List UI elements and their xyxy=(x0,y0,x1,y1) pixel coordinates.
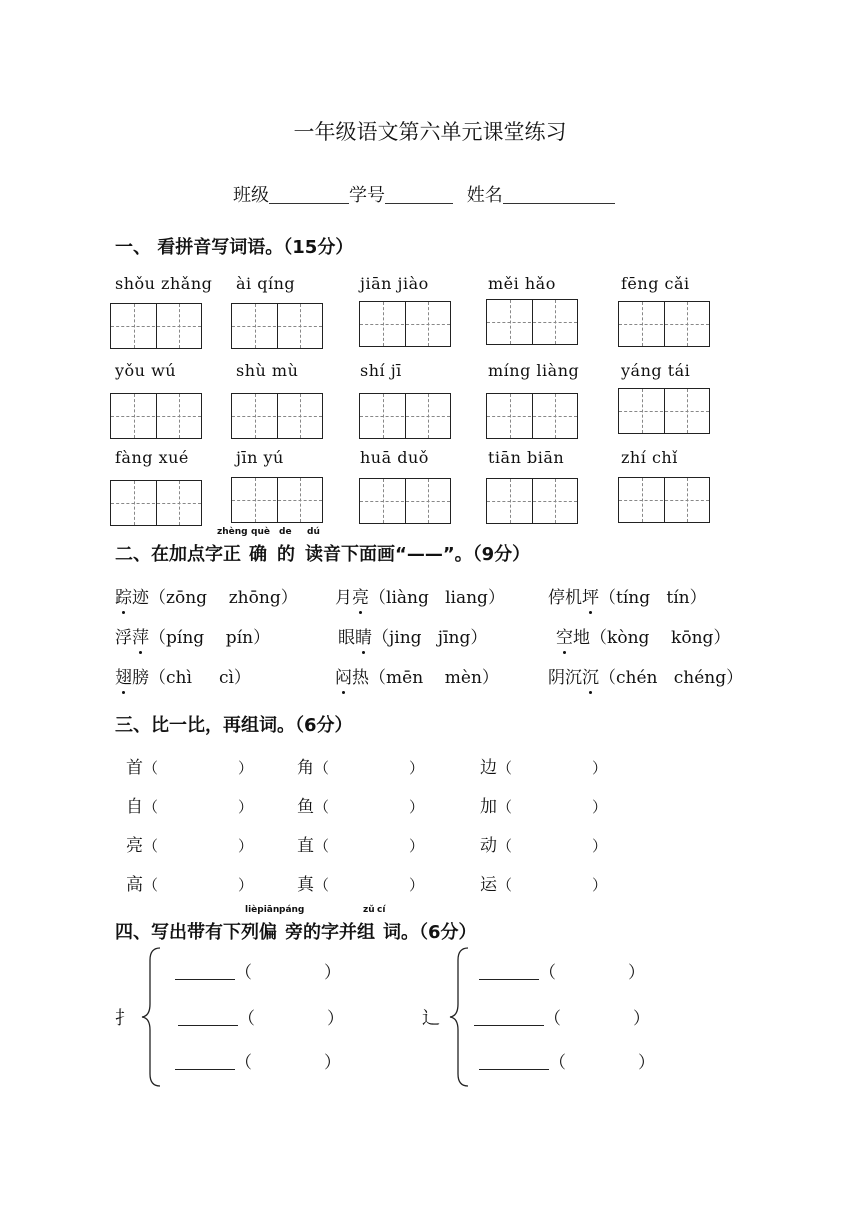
ruby-char: 正 xyxy=(223,544,241,565)
character: 边 xyxy=(480,758,497,778)
blank-row[interactable]: （ ） xyxy=(479,1048,655,1073)
word-item[interactable] xyxy=(297,831,424,856)
character: 角 xyxy=(297,758,314,778)
writing-grid[interactable] xyxy=(110,393,202,439)
paren-close: ） xyxy=(238,837,254,855)
paren-close: ） xyxy=(238,798,254,816)
radical-right: 辶 xyxy=(422,1008,440,1029)
writing-grid[interactable] xyxy=(110,480,202,526)
pinyin-label: míng liàng xyxy=(488,361,580,380)
number-blank[interactable] xyxy=(385,185,453,204)
pronunciation-item[interactable]: 闷热（mēn mèn） xyxy=(335,668,499,688)
class-blank[interactable] xyxy=(269,185,349,204)
character: 鱼 xyxy=(297,797,314,817)
paren-open: （ xyxy=(497,876,513,894)
word-item[interactable] xyxy=(126,753,253,778)
paren-open: （ xyxy=(143,837,159,855)
pronunciation-item[interactable]: 浮萍（píng pín） xyxy=(115,628,271,648)
paren-close: ） xyxy=(592,876,608,894)
section3-heading: 三、比一比，再组词。（6分） xyxy=(115,715,353,736)
ruby-text: què xyxy=(251,527,270,537)
word-item[interactable] xyxy=(480,792,607,817)
pronunciation-item[interactable]: 翅膀（chì cì） xyxy=(115,668,251,688)
writing-grid[interactable] xyxy=(231,477,323,523)
ruby-char: 偏 xyxy=(259,922,277,943)
ruby-text: dú xyxy=(307,527,320,537)
writing-grid[interactable] xyxy=(231,393,323,439)
page-title: 一年级语文第六单元课堂练习 xyxy=(293,120,567,144)
paren-open: （ xyxy=(314,876,330,894)
writing-grid[interactable] xyxy=(486,393,578,439)
ruby-char: 词 xyxy=(383,922,401,943)
blank-row[interactable]: （ ） xyxy=(474,1004,650,1029)
character: 亮 xyxy=(126,836,143,856)
word-item[interactable] xyxy=(297,870,424,895)
writing-grid[interactable] xyxy=(359,478,451,524)
word-item[interactable] xyxy=(297,753,424,778)
right-brace-icon xyxy=(448,946,470,1088)
pinyin-label: jīn yú xyxy=(236,448,284,467)
word-item[interactable] xyxy=(126,831,253,856)
paren-open: （ xyxy=(497,837,513,855)
ruby-pian xyxy=(245,905,280,944)
ruby-syllable: piān xyxy=(257,905,280,915)
word-item[interactable] xyxy=(126,870,253,895)
pinyin-label: fēng cǎi xyxy=(621,274,690,293)
writing-grid[interactable] xyxy=(359,301,451,347)
ruby-char: 读 xyxy=(305,544,323,565)
paren-close: ） xyxy=(592,798,608,816)
ruby-text: zǔ xyxy=(363,905,375,915)
blank-row[interactable]: （ ） xyxy=(175,958,341,983)
pinyin-label: tiān biān xyxy=(488,448,565,467)
paren-open: （ xyxy=(143,798,159,816)
ruby-text: zhèng xyxy=(217,527,248,537)
ruby-char: 旁 xyxy=(285,922,303,943)
pronunciation-item[interactable]: 踪迹（zōng zhōng） xyxy=(115,588,298,608)
section4-heading xyxy=(115,905,477,944)
paren-open: （ xyxy=(314,759,330,777)
ruby-syllable: liè xyxy=(245,905,258,915)
radical-left: 扌 xyxy=(115,1008,133,1029)
word-item[interactable] xyxy=(126,792,253,817)
pronunciation-item[interactable]: 阴沉沉（chén chéng） xyxy=(548,668,744,688)
ruby-pang xyxy=(279,905,305,944)
character: 首 xyxy=(126,758,143,778)
ruby-zheng xyxy=(217,527,248,566)
ruby-que xyxy=(249,527,270,566)
section2-heading-pre: 二、在加点字 xyxy=(115,544,223,565)
section4-heading-pre: 四、写出带有下列 xyxy=(115,922,259,943)
blank-row[interactable]: （ ） xyxy=(178,1004,344,1029)
section2-heading xyxy=(115,527,531,566)
pinyin-label: jiān jiào xyxy=(360,274,429,293)
paren-close: ） xyxy=(409,798,425,816)
writing-grid[interactable] xyxy=(486,299,578,345)
ruby-text: cí xyxy=(377,905,386,915)
pinyin-label: zhí chǐ xyxy=(621,448,678,467)
word-item[interactable] xyxy=(480,831,607,856)
paren-open: （ xyxy=(497,759,513,777)
pinyin-label: ài qíng xyxy=(236,274,296,293)
ruby-char: 的 xyxy=(277,544,295,565)
ruby-ci xyxy=(377,905,401,944)
writing-grid[interactable] xyxy=(231,303,323,349)
ruby-de xyxy=(277,527,295,566)
character: 运 xyxy=(480,875,497,895)
ruby-char: 确 xyxy=(249,544,267,565)
ruby-zu xyxy=(357,905,375,944)
paren-close: ） xyxy=(409,837,425,855)
pronunciation-item[interactable]: 停机坪（tíng tín） xyxy=(548,588,707,608)
left-brace-icon xyxy=(140,946,162,1088)
word-item[interactable] xyxy=(480,870,607,895)
character: 直 xyxy=(297,836,314,856)
ruby-text xyxy=(245,905,279,915)
character: 动 xyxy=(480,836,497,856)
ruby-text: páng xyxy=(279,905,305,915)
name-blank[interactable] xyxy=(503,185,615,204)
paren-close: ） xyxy=(409,759,425,777)
section4-heading-mid: 的字并 xyxy=(303,922,357,943)
pinyin-label: shí jī xyxy=(360,361,402,380)
writing-grid[interactable] xyxy=(359,393,451,439)
student-info-line xyxy=(233,181,615,207)
class-label: 班级 xyxy=(233,185,269,206)
section4-heading-tail: 。（6分） xyxy=(401,922,477,943)
character: 自 xyxy=(126,797,143,817)
writing-grid[interactable] xyxy=(110,303,202,349)
number-label: 学号 xyxy=(349,185,385,206)
paren-close: ） xyxy=(238,876,254,894)
pinyin-label: yáng tái xyxy=(621,361,691,380)
paren-open: （ xyxy=(314,798,330,816)
character: 加 xyxy=(480,797,497,817)
paren-open: （ xyxy=(143,759,159,777)
pinyin-label: fàng xué xyxy=(115,448,189,467)
section1-heading: 一、 看拼音写词语。（15分） xyxy=(115,237,354,258)
pronunciation-item[interactable]: 月亮（liàng liang） xyxy=(335,588,505,608)
blank-row[interactable]: （ ） xyxy=(175,1048,341,1073)
pinyin-label: huā duǒ xyxy=(360,448,429,467)
character: 真 xyxy=(297,875,314,895)
character: 高 xyxy=(126,875,143,895)
paren-close: ） xyxy=(592,837,608,855)
writing-grid[interactable] xyxy=(618,301,710,347)
pinyin-label: shù mù xyxy=(236,361,299,380)
word-item[interactable] xyxy=(297,792,424,817)
writing-grid[interactable] xyxy=(486,478,578,524)
paren-close: ） xyxy=(238,759,254,777)
word-item[interactable] xyxy=(480,753,607,778)
ruby-du xyxy=(305,527,323,566)
ruby-char: 组 xyxy=(357,922,375,943)
paren-close: ） xyxy=(409,876,425,894)
paren-close: ） xyxy=(592,759,608,777)
paren-open: （ xyxy=(314,837,330,855)
name-label: 姓名 xyxy=(466,185,503,206)
pronunciation-item[interactable]: 空地（kòng kōng） xyxy=(556,628,731,648)
writing-grid[interactable] xyxy=(618,388,710,434)
ruby-text: de xyxy=(279,527,292,537)
paren-open: （ xyxy=(143,876,159,894)
paren-open: （ xyxy=(497,798,513,816)
pronunciation-item[interactable]: 眼睛（jing jīng） xyxy=(338,628,488,648)
pinyin-label: měi hǎo xyxy=(488,274,556,293)
blank-row[interactable]: （ ） xyxy=(479,958,645,983)
writing-grid[interactable] xyxy=(618,477,710,523)
pinyin-label: shǒu zhǎng xyxy=(115,274,213,293)
pinyin-label: yǒu wú xyxy=(115,361,177,380)
section2-heading-post: 音下面画“——”。（9分） xyxy=(323,544,531,565)
